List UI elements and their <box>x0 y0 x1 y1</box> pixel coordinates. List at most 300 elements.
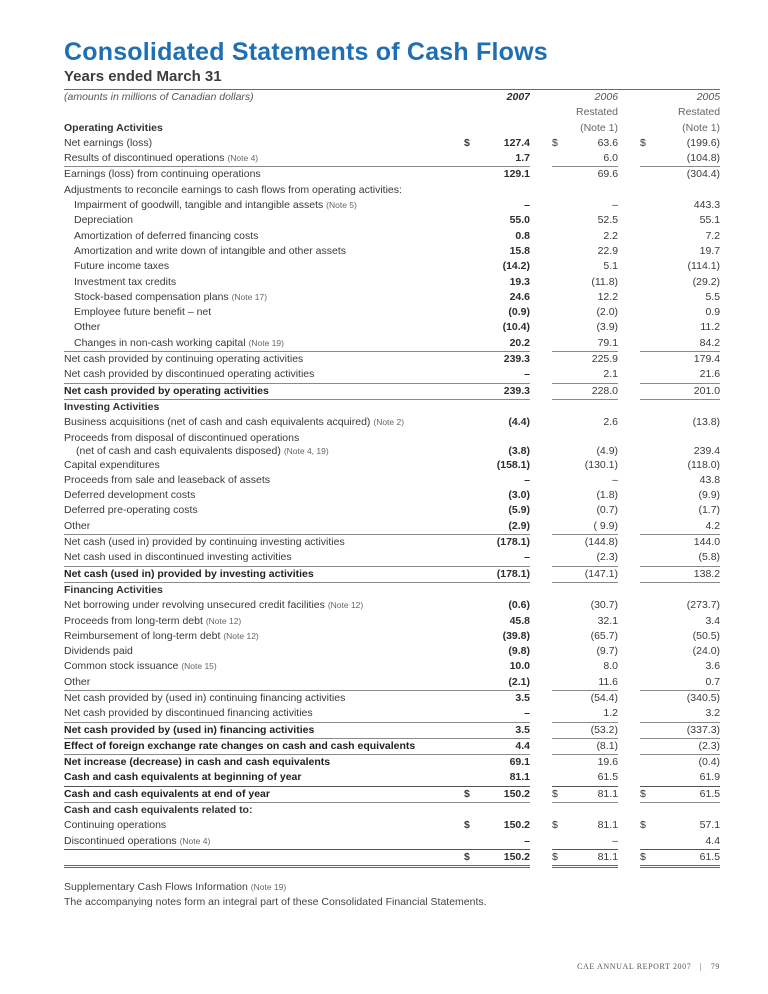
value-2005: 0.7 <box>705 675 721 688</box>
row-label <box>64 259 464 274</box>
table-row <box>64 690 720 706</box>
table-row <box>64 290 720 305</box>
row-label <box>64 644 464 659</box>
note-ref: (Note 4) <box>227 153 259 164</box>
value-2007: 0.8 <box>515 229 531 242</box>
currency-2005: $ <box>640 849 652 866</box>
row-label <box>64 566 464 582</box>
row-label-text: Cash and cash equivalents at end of year <box>64 787 270 800</box>
investing-section-heading <box>64 399 720 415</box>
currency-2006 <box>552 352 564 368</box>
row-label <box>64 167 464 183</box>
footnotes <box>64 880 487 910</box>
value-2005: (5.8) <box>698 551 721 564</box>
currency-2007 <box>464 305 482 320</box>
currency-2007 <box>464 352 482 368</box>
currency-2005 <box>640 259 652 274</box>
row-label-text: Dividends paid <box>64 645 133 658</box>
table-row <box>64 786 720 802</box>
currency-2007 <box>464 834 482 850</box>
row-label-text: Results of discontinued operations <box>64 152 225 165</box>
value-2005: (337.3) <box>652 722 720 738</box>
value-2006: (3.9) <box>596 321 619 334</box>
value-2006: 52.5 <box>597 214 619 227</box>
currency-2005 <box>640 566 652 582</box>
currency-2006 <box>552 383 564 399</box>
currency-2007 <box>464 550 482 566</box>
currency-2005: $ <box>640 819 646 832</box>
value-2006: (147.1) <box>564 566 618 582</box>
value-2005: (340.5) <box>652 690 720 706</box>
currency-2005 <box>640 352 652 368</box>
currency-2007 <box>464 706 482 722</box>
value-2005: (50.5) <box>692 629 721 642</box>
currency-2005 <box>640 834 652 850</box>
currency-2005 <box>640 770 652 786</box>
currency-2007 <box>464 167 482 183</box>
note-ref: (Note 19) <box>248 337 284 348</box>
units-note: (amounts in millions of Canadian dollars) <box>64 91 254 103</box>
value-2005: (0.4) <box>652 755 720 771</box>
table-row <box>64 503 720 518</box>
value-2007: (9.8) <box>508 645 531 658</box>
currency-2007 <box>464 229 482 244</box>
currency-2007 <box>464 675 482 691</box>
table-row <box>64 598 720 613</box>
row-label-text: Net borrowing under revolving unsecured credit facilities <box>64 599 325 612</box>
value-2006: 1.2 <box>603 707 619 720</box>
currency-2005 <box>640 275 652 290</box>
row-label <box>64 305 464 320</box>
currency-2007: $ <box>464 136 470 149</box>
row-label <box>64 659 464 674</box>
value-2007: 127.4 <box>503 136 531 149</box>
currency-2006: $ <box>552 136 558 149</box>
value-2007: – <box>524 551 531 564</box>
note-ref: (Note 12) <box>327 600 364 611</box>
currency-2005 <box>640 473 652 488</box>
row-label <box>64 755 464 771</box>
table-row <box>64 383 720 399</box>
row-label-text: Stock-based compensation plans <box>74 290 229 303</box>
currency-2005 <box>640 535 652 551</box>
table-row <box>64 706 720 722</box>
value-2007 <box>482 183 530 198</box>
row-label-text: Reimbursement of long-term debt <box>64 629 221 642</box>
note-ref: (Note 5) <box>326 200 357 211</box>
value-2006: (65.7) <box>590 629 619 642</box>
note-ref: (Note 4, 19) <box>283 445 329 456</box>
currency-2006 <box>552 488 564 503</box>
currency-2007 <box>464 614 482 629</box>
row-label <box>64 738 464 754</box>
value-2007: (178.1) <box>482 535 530 551</box>
currency-2006 <box>552 659 564 674</box>
currency-2005 <box>640 614 652 629</box>
value-2006: (4.9) <box>596 444 619 457</box>
currency-2007 <box>464 290 482 305</box>
currency-2005 <box>640 320 652 335</box>
value-2005: 443.3 <box>693 199 721 212</box>
row-label-text: Net cash provided by discontinued financing activities <box>64 707 313 720</box>
note1-row <box>64 121 720 136</box>
currency-2005: $ <box>640 136 646 149</box>
row-label-text: (net of cash and cash equivalents disposed) <box>76 444 281 457</box>
table-row <box>64 305 720 320</box>
table-row <box>64 259 720 274</box>
year-2006-header: 2006 <box>594 91 619 103</box>
table-row <box>64 473 720 488</box>
table-row <box>64 550 720 566</box>
table-row <box>64 818 720 833</box>
value-2005: 3.2 <box>705 707 721 720</box>
currency-2005 <box>640 431 652 458</box>
currency-2007 <box>464 566 482 582</box>
accompanying-line: The accompanying notes form an integral part of these Consolidated Financial Statements. <box>64 896 487 908</box>
operating-heading: Operating Activities <box>64 121 163 134</box>
row-label-text: Employee future benefit – net <box>74 306 212 319</box>
row-label <box>64 183 464 198</box>
value-2005: 61.5 <box>652 786 720 802</box>
row-label <box>64 519 464 535</box>
value-2007: 15.8 <box>509 244 531 257</box>
value-2005: 21.6 <box>699 368 721 381</box>
currency-2007 <box>464 488 482 503</box>
currency-2005 <box>640 383 652 399</box>
table-row <box>64 458 720 473</box>
value-2006: (11.8) <box>591 275 619 288</box>
value-2006: ( 9.9) <box>593 519 619 532</box>
currency-2006 <box>552 431 564 458</box>
value-2006: 2.2 <box>603 229 619 242</box>
table-row <box>64 367 720 383</box>
row-label-text: Other <box>74 321 101 334</box>
note-ref: (Note 2) <box>373 417 405 428</box>
table-row <box>64 167 720 183</box>
row-label <box>64 818 464 833</box>
value-2005: (24.0) <box>692 645 721 658</box>
table-row <box>64 722 720 738</box>
table-row <box>64 213 720 228</box>
value-2005: (304.4) <box>652 167 720 183</box>
value-2007: (5.9) <box>508 504 531 517</box>
currency-2005 <box>640 151 652 167</box>
row-label <box>64 415 464 430</box>
table-row <box>64 614 720 629</box>
value-2007: 239.3 <box>482 383 530 399</box>
table-row <box>64 275 720 290</box>
value-2006: 81.1 <box>564 786 618 802</box>
value-2006: 5.1 <box>603 260 619 273</box>
currency-2005 <box>640 488 652 503</box>
currency-2007 <box>464 535 482 551</box>
value-2006: 12.2 <box>597 290 619 303</box>
currency-2007 <box>464 770 482 786</box>
note-ref: (Note 12) <box>223 630 259 641</box>
row-label-text: Net cash provided by discontinued operating activities <box>64 368 315 381</box>
value-2006: 32.1 <box>597 614 619 627</box>
currency-2007 <box>464 320 482 335</box>
row-label <box>64 770 464 786</box>
currency-2007 <box>464 383 482 399</box>
row-label <box>64 473 464 488</box>
value-2005: 11.2 <box>700 321 721 334</box>
value-2006: (9.7) <box>596 645 619 658</box>
row-label <box>64 458 464 473</box>
value-2006: (30.7) <box>590 599 619 612</box>
column-header-row <box>64 90 720 105</box>
currency-2007 <box>464 275 482 290</box>
table-row <box>64 644 720 659</box>
footer-separator: | <box>699 962 703 971</box>
table-row <box>64 675 720 691</box>
row-label-text: Net cash provided by continuing operating activities <box>64 353 304 366</box>
table-row <box>64 488 720 503</box>
supplementary-line <box>64 880 487 895</box>
row-label-text: Net earnings (loss) <box>64 136 153 149</box>
currency-2006: $ <box>552 786 564 802</box>
currency-2006 <box>552 644 564 659</box>
table-row <box>64 198 720 213</box>
currency-2006: $ <box>552 819 558 832</box>
row-label <box>64 690 464 706</box>
value-2007: 81.1 <box>509 771 531 784</box>
restated-row <box>64 105 720 120</box>
currency-2005 <box>640 415 652 430</box>
value-2007: (10.4) <box>502 321 531 334</box>
currency-2006 <box>552 415 564 430</box>
value-2007: (2.9) <box>508 519 531 532</box>
currency-2006 <box>552 535 564 551</box>
value-2006: 19.6 <box>564 755 618 771</box>
value-2006: 225.9 <box>564 352 618 368</box>
value-2005: 138.2 <box>652 566 720 582</box>
currency-2005 <box>640 690 652 706</box>
value-2007: (178.1) <box>482 566 530 582</box>
currency-2006 <box>552 738 564 754</box>
value-2005: 144.0 <box>652 535 720 551</box>
value-2005: (2.3) <box>652 738 720 754</box>
table-row <box>64 415 720 430</box>
currency-2005 <box>640 675 652 691</box>
row-label <box>64 849 464 866</box>
currency-2006 <box>552 770 564 786</box>
value-2006: 61.5 <box>597 771 619 784</box>
value-2005: (104.8) <box>686 152 721 165</box>
currency-2006 <box>552 566 564 582</box>
row-label <box>64 383 464 399</box>
year-2007-header: 2007 <box>506 91 531 103</box>
value-2005: 84.2 <box>699 336 721 349</box>
currency-2005 <box>640 598 652 613</box>
value-2005: (273.7) <box>686 599 721 612</box>
value-2005: 43.8 <box>699 473 721 486</box>
currency-2005 <box>640 706 652 722</box>
row-label-text: Earnings (loss) from continuing operations <box>64 168 261 181</box>
row-label-text: Continuing operations <box>64 819 167 832</box>
currency-2006 <box>552 473 564 488</box>
value-2007: (0.9) <box>508 306 531 319</box>
note-ref: (Note 12) <box>205 615 242 626</box>
value-2005: 0.9 <box>705 306 721 319</box>
table-row <box>64 336 720 352</box>
note-ref: (Note 4) <box>179 835 211 846</box>
value-2007: 45.8 <box>509 614 531 627</box>
value-2007: 10.0 <box>509 660 531 673</box>
row-label <box>64 614 464 629</box>
table-row <box>64 566 720 582</box>
value-2007: (14.2) <box>502 260 531 273</box>
value-2005: 3.4 <box>705 614 721 627</box>
table-row <box>64 151 720 167</box>
row-label-text: Investment tax credits <box>74 275 177 288</box>
value-2007: 150.2 <box>482 849 530 866</box>
currency-2006 <box>552 244 564 259</box>
table-row <box>64 320 720 335</box>
currency-2007: $ <box>464 819 470 832</box>
row-label <box>64 431 464 458</box>
currency-2005 <box>640 755 652 771</box>
row-label-text: Net cash provided by (used in) financing activities <box>64 723 315 736</box>
page-title: Consolidated Statements of Cash Flows <box>64 38 548 66</box>
currency-2007 <box>464 659 482 674</box>
currency-2007 <box>464 244 482 259</box>
row-label <box>64 535 464 551</box>
currency-2007 <box>464 690 482 706</box>
currency-2007 <box>464 198 482 213</box>
row-label <box>64 675 464 691</box>
currency-2007 <box>464 151 482 167</box>
currency-2005 <box>640 644 652 659</box>
row-label <box>64 834 464 850</box>
currency-2006 <box>552 229 564 244</box>
row-label-text: Proceeds from sale and leaseback of assets <box>64 473 271 486</box>
value-2007: (158.1) <box>496 458 531 471</box>
currency-2006 <box>552 167 564 183</box>
row-label-text: Cash and cash equivalents at beginning of year <box>64 771 302 784</box>
currency-2005: $ <box>640 786 652 802</box>
row-label-text: Other <box>64 519 91 532</box>
value-2006: 2.6 <box>603 416 619 429</box>
currency-2005 <box>640 367 652 383</box>
currency-2005 <box>640 183 652 198</box>
currency-2006 <box>552 275 564 290</box>
currency-2006 <box>552 336 564 352</box>
value-2007: – <box>524 834 531 847</box>
note1-2005: (Note 1) <box>682 121 721 134</box>
currency-2005 <box>640 550 652 566</box>
row-label-text: Amortization and write down of intangible and other assets <box>74 244 346 257</box>
value-2006: 8.0 <box>603 660 619 673</box>
value-2006: 69.6 <box>564 167 618 183</box>
currency-2005 <box>640 722 652 738</box>
related-heading: Cash and cash equivalents related to: <box>64 803 464 819</box>
value-2005: 3.6 <box>705 660 721 673</box>
row-label-text: Proceeds from long-term debt <box>64 614 203 627</box>
currency-2005 <box>640 229 652 244</box>
value-2007: (0.6) <box>508 599 531 612</box>
value-2007: (39.8) <box>502 629 531 642</box>
currency-2006 <box>552 629 564 644</box>
page-subtitle: Years ended March 31 <box>64 68 222 85</box>
table-row <box>64 431 720 458</box>
currency-2005 <box>640 738 652 754</box>
value-2006: 63.6 <box>597 136 619 149</box>
row-label <box>64 336 464 352</box>
row-label-text: Impairment of goodwill, tangible and intangible assets <box>74 199 324 212</box>
value-2007: 19.3 <box>509 275 531 288</box>
row-label <box>64 503 464 518</box>
row-label-line2 <box>64 445 464 458</box>
currency-2006: $ <box>552 849 564 866</box>
currency-2005 <box>640 503 652 518</box>
value-2006: 81.1 <box>597 819 619 832</box>
currency-2005 <box>640 336 652 352</box>
currency-2007 <box>464 473 482 488</box>
currency-2007 <box>464 431 482 458</box>
currency-2006 <box>552 320 564 335</box>
value-2006: 22.9 <box>597 244 619 257</box>
value-2007: 4.4 <box>482 738 530 754</box>
currency-2005 <box>640 213 652 228</box>
value-2006: 81.1 <box>564 849 618 866</box>
value-2005: 4.4 <box>705 834 721 847</box>
value-2006: (1.8) <box>596 489 619 502</box>
table-row <box>64 244 720 259</box>
currency-2006 <box>552 305 564 320</box>
currency-2006 <box>552 675 564 691</box>
value-2007: (4.4) <box>508 416 531 429</box>
value-2005: 7.2 <box>705 229 721 242</box>
currency-2005 <box>640 198 652 213</box>
cash-flow-table <box>64 90 720 868</box>
value-2007: 3.5 <box>482 722 530 738</box>
value-2005: 5.5 <box>705 290 721 303</box>
currency-2005 <box>640 519 652 535</box>
financing-heading: Financing Activities <box>64 582 464 598</box>
table-row <box>64 738 720 754</box>
value-2005: 19.7 <box>699 244 721 257</box>
currency-2007 <box>464 598 482 613</box>
value-2006: (0.7) <box>596 504 619 517</box>
row-label <box>64 290 464 305</box>
row-label-text: Common stock issuance <box>64 660 179 673</box>
value-2007: 20.2 <box>509 336 531 349</box>
currency-2006 <box>552 519 564 535</box>
row-label <box>64 629 464 644</box>
currency-2007 <box>464 738 482 754</box>
currency-2006 <box>552 290 564 305</box>
value-2006 <box>564 183 618 198</box>
value-2006: – <box>612 473 619 486</box>
currency-2006 <box>552 614 564 629</box>
value-2006: (144.8) <box>564 535 618 551</box>
value-2006: (2.3) <box>596 551 619 564</box>
page-footer <box>577 962 720 971</box>
value-2006: 228.0 <box>564 383 618 399</box>
row-label <box>64 786 464 802</box>
value-2006: – <box>612 199 619 212</box>
value-2007: (2.1) <box>508 675 531 688</box>
supplementary-text: Supplementary Cash Flows Information <box>64 881 248 893</box>
currency-2007 <box>464 213 482 228</box>
currency-2006 <box>552 550 564 566</box>
value-2005 <box>652 183 720 198</box>
value-2007: (3.8) <box>508 444 531 457</box>
row-label-text: Changes in non-cash working capital <box>74 336 246 349</box>
currency-2007 <box>464 755 482 771</box>
page-number: 79 <box>710 962 720 971</box>
